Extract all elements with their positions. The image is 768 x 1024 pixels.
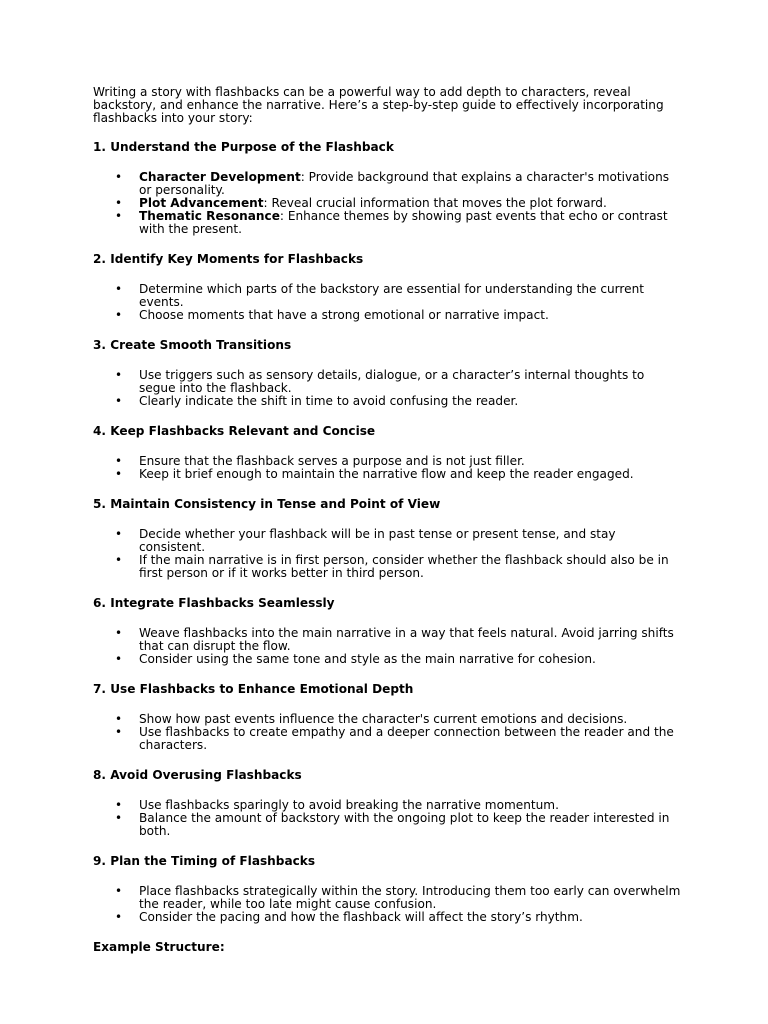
item-text: Use flashbacks to create empathy and a deeper connection between the reader and the characters. <box>139 725 674 752</box>
item-text: If the main narrative is in first person, consider whether the flashback should also be in first person or if it works better in third person. <box>139 553 669 580</box>
item-text: Clearly indicate the shift in time to avoid confusing the reader. <box>139 394 519 408</box>
bullet-list <box>93 799 683 838</box>
bullet-icon: • <box>115 196 123 210</box>
item-text: : Provide background that explains a character's motivations or personality. <box>139 170 670 197</box>
section-heading: 3. Create Smooth Transitions <box>93 338 292 352</box>
bullet-list <box>93 627 683 666</box>
bullet-list <box>93 283 683 322</box>
bullet-icon: • <box>115 282 123 296</box>
list-item <box>93 468 683 481</box>
list-item <box>93 726 683 752</box>
item-text: : Reveal crucial information that moves the plot forward. <box>263 196 607 210</box>
bullet-icon: • <box>115 884 123 898</box>
section-heading: 7. Use Flashbacks to Enhance Emotional Depth <box>93 682 414 696</box>
list-item <box>93 627 683 653</box>
list-item <box>93 812 683 838</box>
item-text: Consider the pacing and how the flashback will affect the story’s rhythm. <box>139 910 583 924</box>
item-text: Decide whether your flashback will be in past tense or present tense, and stay consistent. <box>139 527 616 554</box>
bullet-icon: • <box>115 170 123 184</box>
bullet-icon: • <box>115 553 123 567</box>
section-heading: 1. Understand the Purpose of the Flashback <box>93 140 394 154</box>
list-item <box>93 309 683 322</box>
example-structure-heading: Example Structure: <box>93 940 225 954</box>
bullet-icon: • <box>115 527 123 541</box>
bullet-icon: • <box>115 811 123 825</box>
list-item <box>93 369 683 395</box>
item-lead: Thematic Resonance <box>139 209 280 223</box>
bullet-icon: • <box>115 725 123 739</box>
section-heading: 6. Integrate Flashbacks Seamlessly <box>93 596 335 610</box>
bullet-icon: • <box>115 209 123 223</box>
item-text: Ensure that the flashback serves a purpose and is not just filler. <box>139 454 525 468</box>
list-item <box>93 395 683 408</box>
bullet-icon: • <box>115 712 123 726</box>
item-text: Consider using the same tone and style as the main narrative for cohesion. <box>139 652 596 666</box>
section-heading: 4. Keep Flashbacks Relevant and Concise <box>93 424 376 438</box>
bullet-list <box>93 713 683 752</box>
item-text: Choose moments that have a strong emotional or narrative impact. <box>139 308 549 322</box>
item-text: Use triggers such as sensory details, dialogue, or a character’s internal thoughts to segue into the flashback. <box>139 368 645 395</box>
bullet-icon: • <box>115 368 123 382</box>
item-text: : Enhance themes by showing past events that echo or contrast with the present. <box>139 209 668 236</box>
section-heading: 2. Identify Key Moments for Flashbacks <box>93 252 364 266</box>
sections-container <box>93 141 683 924</box>
item-text: Weave flashbacks into the main narrative in a way that feels natural. Avoid jarring shifts that can disrupt the flow. <box>139 626 674 653</box>
bullet-icon: • <box>115 626 123 640</box>
bullet-icon: • <box>115 798 123 812</box>
bullet-icon: • <box>115 394 123 408</box>
section-heading: 5. Maintain Consistency in Tense and Point of View <box>93 497 441 511</box>
item-text: Place flashbacks strategically within the story. Introducing them too early can overwhelm the reader, while too late might cause confusion. <box>139 884 681 911</box>
list-item <box>93 528 683 554</box>
list-item <box>93 653 683 666</box>
list-item <box>93 283 683 309</box>
intro-paragraph: Writing a story with flashbacks can be a powerful way to add depth to characters, reveal backstory, and enhance the narrative. Here’s a step-by-step guide to effectively incorporating flashbacks into your story: <box>93 85 664 125</box>
section-heading: 8. Avoid Overusing Flashbacks <box>93 768 302 782</box>
bullet-icon: • <box>115 652 123 666</box>
list-item <box>93 171 683 197</box>
list-item <box>93 885 683 911</box>
bullet-icon: • <box>115 308 123 322</box>
document-body <box>93 86 683 954</box>
list-item <box>93 554 683 580</box>
bullet-icon: • <box>115 454 123 468</box>
item-text: Balance the amount of backstory with the ongoing plot to keep the reader interested in both. <box>139 811 670 838</box>
section-heading: 9. Plan the Timing of Flashbacks <box>93 854 316 868</box>
bullet-icon: • <box>115 910 123 924</box>
bullet-list <box>93 171 683 236</box>
bullet-icon: • <box>115 467 123 481</box>
bullet-list <box>93 528 683 580</box>
bullet-list <box>93 369 683 408</box>
item-lead: Plot Advancement <box>139 196 264 210</box>
item-text: Use flashbacks sparingly to avoid breaking the narrative momentum. <box>139 798 559 812</box>
list-item <box>93 210 683 236</box>
item-text: Show how past events influence the character's current emotions and decisions. <box>139 712 628 726</box>
bullet-list <box>93 455 683 481</box>
bullet-list <box>93 885 683 924</box>
item-text: Keep it brief enough to maintain the narrative flow and keep the reader engaged. <box>139 467 634 481</box>
item-text: Determine which parts of the backstory are essential for understanding the current events. <box>139 282 644 309</box>
item-lead: Character Development <box>139 170 301 184</box>
list-item <box>93 911 683 924</box>
